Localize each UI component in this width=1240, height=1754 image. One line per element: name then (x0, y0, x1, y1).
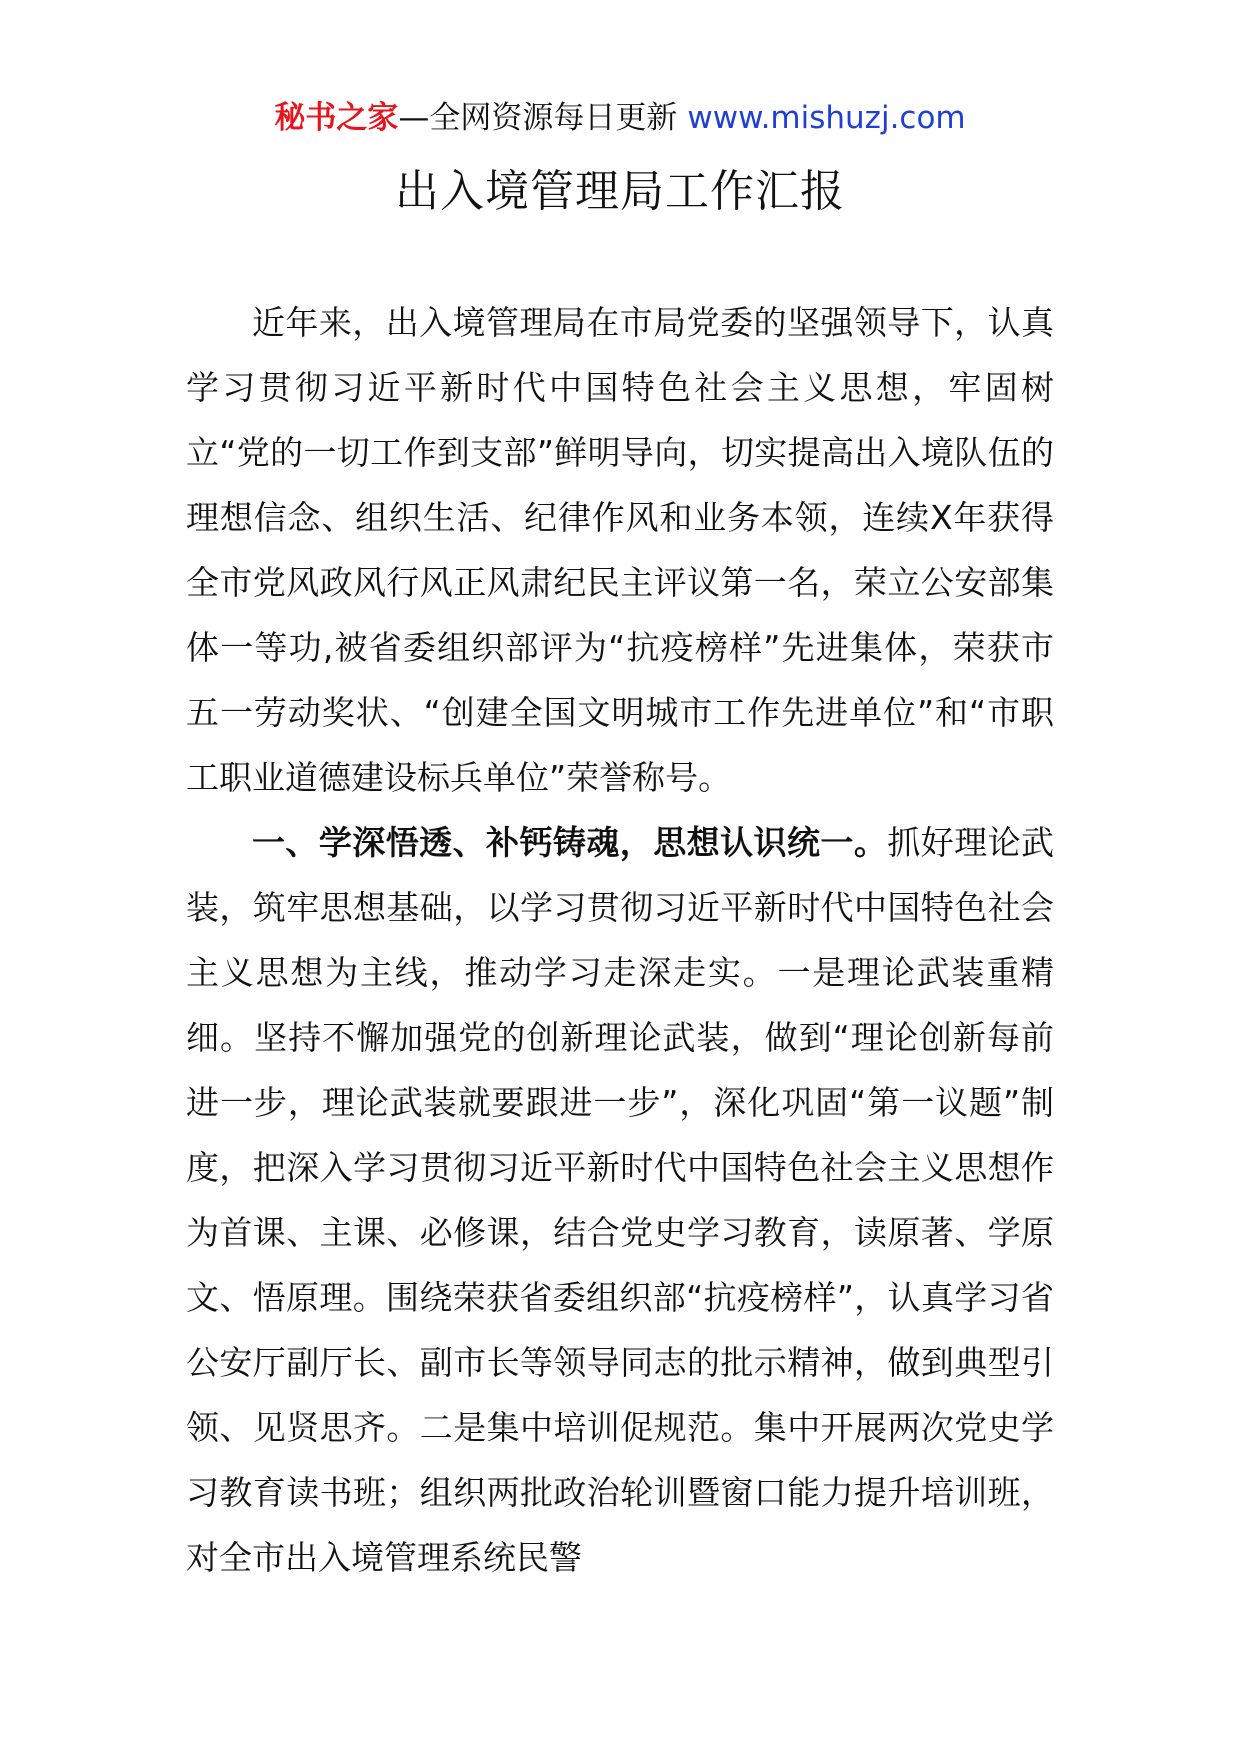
paragraph-intro (186, 290, 1054, 810)
site-header (0, 98, 1240, 138)
paragraph-text: 抓好理论武装，筑牢思想基础，以学习贯彻习近平新时代中国特色社会主义思想为主线，推动学习走深走实。一是理论武装重精细。坚持不懈加强党的创新理论武装，做到“理论创新每前进一步，理论武装就要跟进一步”，深化巩固“第一议题”制度，把深入学习贯彻习近平新时代中国特色社会主义思想作为首课、主课、必修课，结合党史学习教育，读原著、学原文、悟原理。围绕荣获省委组织部“抗疫榜样”，认真学习省公安厅副厅长、副市长等领导同志的批示精神，做到典型引领、见贤思齐。二是集中培训促规范。集中开展两次党史学习教育读书班；组织两批政治轮训暨窗口能力提升培训班，对全市出入境管理系统民警 (186, 823, 1055, 1577)
paragraph-lead: 一、学深悟透、补钙铸魂，思想认识统一。 (252, 823, 888, 862)
site-url-link[interactable]: www.mishuzj.com (687, 100, 966, 136)
paragraph-text: 近年来，出入境管理局在市局党委的坚强领导下，认真学习贯彻习近平新时代中国特色社会主义思想，牢固树立“党的一切工作到支部”鲜明导向，切实提高出入境队伍的理想信念、组织生活、纪律作风和业务本领，连续X年获得全市党风政风行风正风肃纪民主评议第一名，荣立公安部集体一等功,被省委组织部评为“抗疫榜样”先进集体，荣获市五一劳动奖状、“创建全国文明城市工作先进单位”和“市职工职业道德建设标兵单位”荣誉称号。 (186, 303, 1054, 797)
site-brand: 秘书之家 (274, 100, 399, 136)
document-title: 出入境管理局工作汇报 (395, 166, 845, 217)
site-slogan: —全网资源每日更新 (398, 100, 678, 136)
paragraph-section-one (186, 810, 1054, 1590)
document-body (186, 290, 1054, 1590)
